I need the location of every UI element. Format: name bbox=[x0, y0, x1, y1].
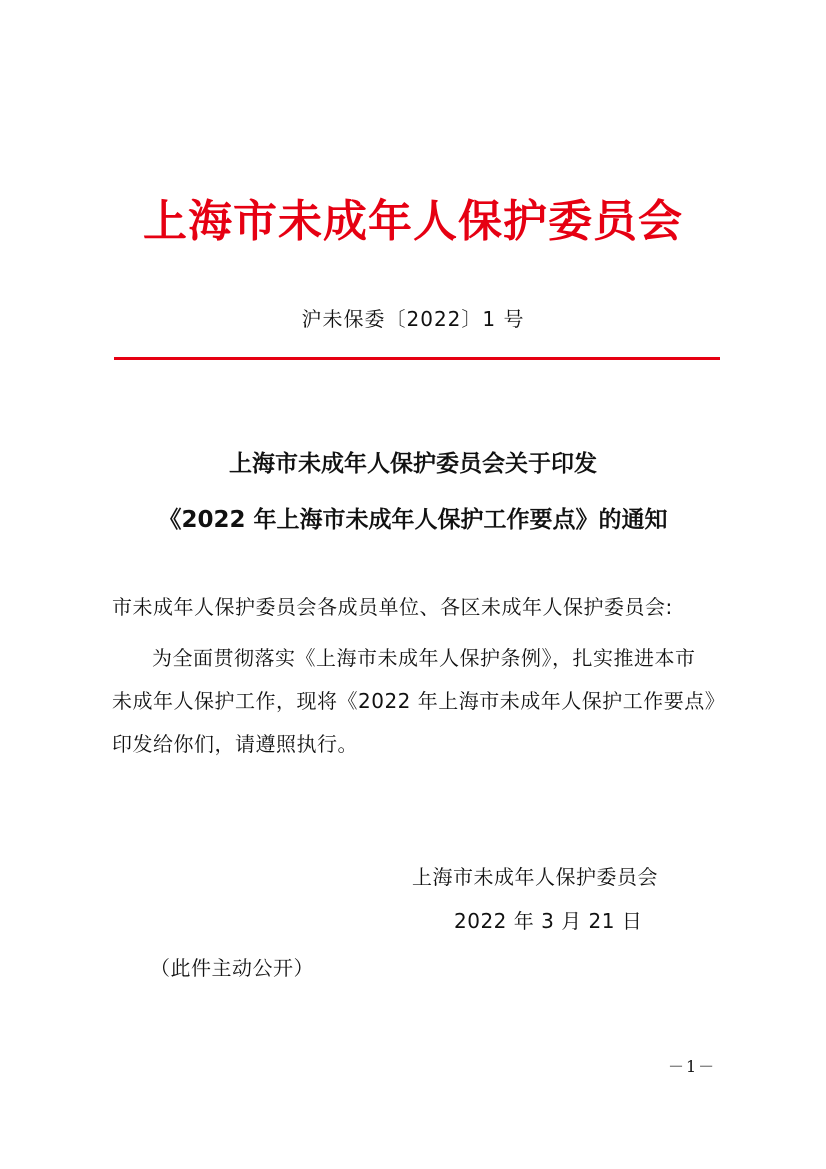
salutation: 市未成年人保护委员会各成员单位、各区未成年人保护委员会: bbox=[112, 595, 673, 619]
signature-date: 2022 年 3 月 21 日 bbox=[454, 909, 643, 933]
body-paragraph-line-1: 为全面贯彻落实《上海市未成年人保护条例》，扎实推进本市 bbox=[152, 646, 696, 670]
notice-title-line-1: 上海市未成年人保护委员会关于印发 bbox=[229, 451, 597, 477]
document-number: 沪未保委〔2022〕1 号 bbox=[301, 307, 525, 331]
red-separator-line bbox=[114, 357, 720, 360]
page-number: －1－ bbox=[668, 1057, 717, 1076]
signature-organization: 上海市未成年人保护委员会 bbox=[412, 865, 658, 889]
disclosure-note: （此件主动公开） bbox=[150, 956, 314, 980]
issuing-organization-header: 上海市未成年人保护委员会 bbox=[143, 196, 683, 247]
notice-title-line-2: 《2022 年上海市未成年人保护工作要点》的通知 bbox=[158, 507, 668, 533]
body-paragraph-line-3: 印发给你们，请遵照执行。 bbox=[112, 732, 358, 756]
body-paragraph-line-2: 未成年人保护工作，现将《2022 年上海市未成年人保护工作要点》 bbox=[112, 689, 726, 713]
